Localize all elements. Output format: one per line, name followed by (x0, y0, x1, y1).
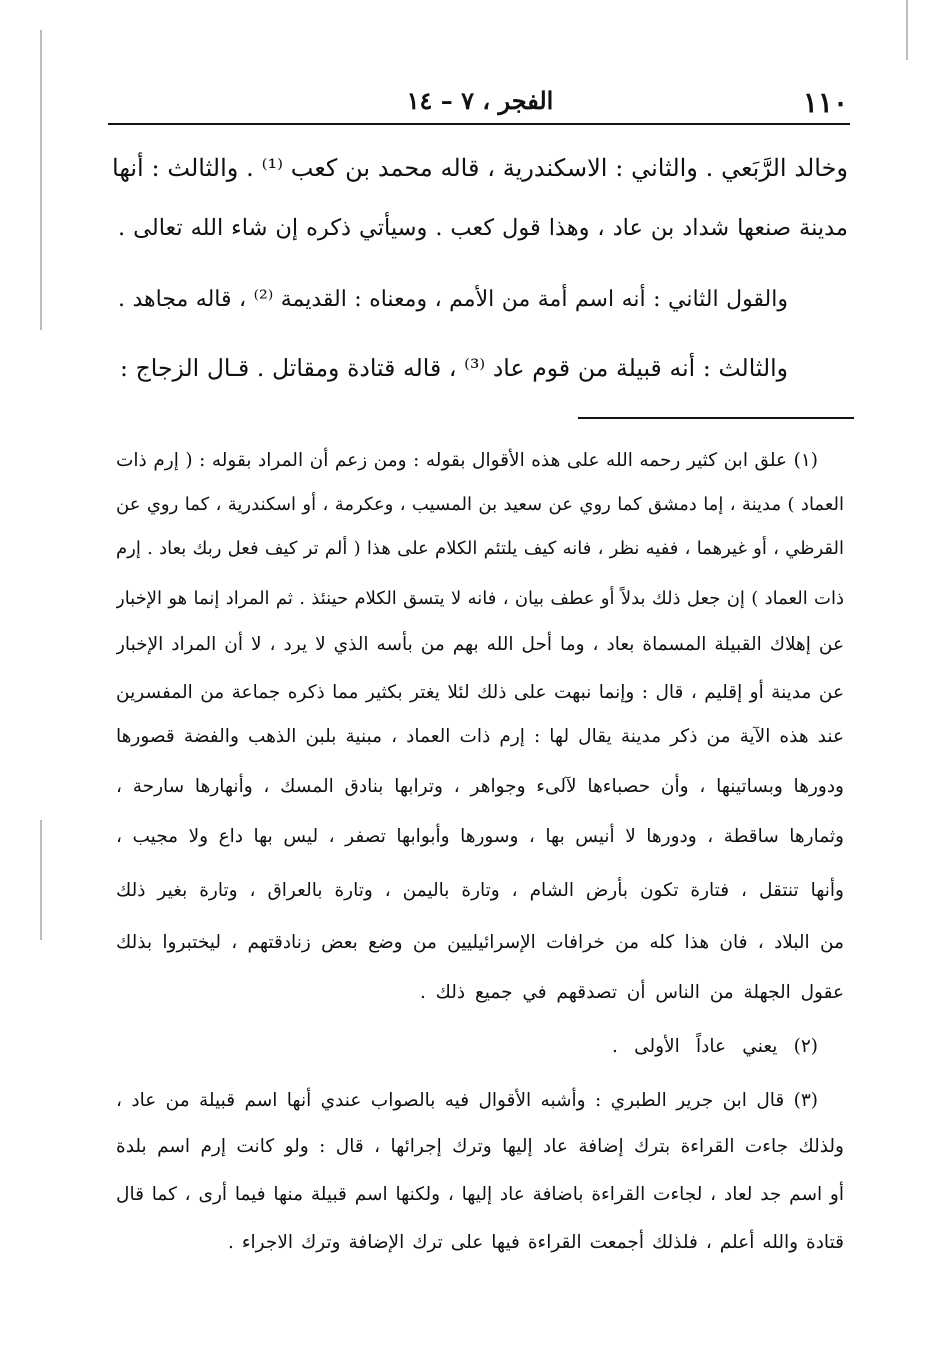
footnote-separator (578, 417, 854, 419)
main-text-line: والثالث : أنه قبيلة من قوم عاد ⁽³⁾ ، قاله قتادة ومقاتل . قـال الزجاج : (120, 354, 788, 382)
footnote-line: قتادة والله أعلم ، فلذلك أجمعت القراءة فيها على ترك الإضافة وترك الاجراء . (228, 1232, 844, 1253)
footnote-line: (١) علق ابن كثير رحمه الله على هذه الأقوال بقوله : ومن زعم أن المراد بقوله : ( إرم ذات (116, 450, 818, 471)
main-text-line: مدينة صنعها شداد بن عاد ، وهذا قول كعب . وسيأتي ذكره إن شاء الله تعالى . (118, 215, 848, 241)
footnote-line: عن مدينة أو إقليم ، قال : وإنما نبهت على ذلك لئلا يغتر بكثير مما ذكره جماعة من المفسرين (116, 682, 844, 703)
scan-edge-mark (906, 0, 908, 60)
footnote-line: ذات العماد ) إن جعل ذلك بدلاً أو عطف بيان ، فانه لا يتسق الكلام حينئذ . ثم المراد إنما هو الإخبار (116, 588, 844, 609)
footnote-line: عقول الجهلة من الناس أن تصدقهم في جميع ذلك . (420, 982, 844, 1003)
footnote-line: وأنها تنتقل ، فتارة تكون بأرض الشام ، وتارة باليمن ، وتارة بالعراق ، وتارة بغير ذلك (116, 880, 844, 901)
footnote-line: (٢) يعني عاداً الأولى . (612, 1036, 818, 1057)
footnote-line: عن إهلاك القبيلة المسماة بعاد ، وما أحل الله بهم من بأسه الذي لا يرد ، لا أن المراد الإخبار (116, 634, 844, 655)
page-number: ١١٠ (802, 86, 848, 119)
scan-edge-mark (40, 30, 42, 330)
footnote-line: العماد ) مدينة ، إما دمشق كما روي عن سعيد بن المسيب ، وعكرمة ، أو اسكندرية ، كما روي عن (116, 494, 844, 515)
footnote-line: (٣) قال ابن جرير الطبري : وأشبه الأقوال فيه بالصواب عندي أنها اسم قبيلة من عاد ، (116, 1090, 818, 1111)
footnote-line: وثمارها ساقطة ، ودورها لا أنيس بها ، وسورها وأبوابها تصفر ، ليس بها داع ولا مجيب ، (116, 826, 844, 847)
header-rule (108, 123, 850, 125)
scan-edge-mark (40, 820, 42, 940)
footnote-line: أو اسم جد لعاد ، لجاءت القراءة باضافة عاد إليها ، ولكنها اسم قبيلة منها فيما أرى ، كما قال (116, 1184, 844, 1205)
footnote-line: عند هذه الآية من ذكر مدينة يقال لها : إرم ذات العماد ، مبنية بلبن الذهب والفضة قصورها (116, 726, 844, 747)
footnote-line: من البلاد ، فان هذا كله من خرافات الإسرائيليين من وضع بعض زنادقتهم ، ليختبروا بذلك (116, 932, 844, 953)
footnote-line: القرظي ، أو غيرهما ، ففيه نظر ، فانه كيف يلتئم الكلام على هذا ( ألم تر كيف فعل ربك بعاد . إرم (116, 538, 844, 559)
running-title: الفجر ، ٧ – ١٤ (406, 86, 554, 115)
main-text-line: والقول الثاني : أنه اسم أمة من الأمم ، ومعناه : القديمة ⁽²⁾ ، قاله مجاهد . (118, 287, 788, 312)
main-text-line: وخالد الرَّبَعي . والثاني : الاسكندرية ، قاله محمد بن كعب ⁽¹⁾ . والثالث : أنها (112, 154, 848, 182)
footnote-line: ولذلك جاءت القراءة بترك إضافة عاد إليها وترك إجرائها ، قال : ولو كانت إرم اسم بلدة (116, 1136, 844, 1157)
footnote-line: ودورها وبساتينها ، وأن حصباءها لآلىء وجواهر ، وترابها بنادق المسك ، وأنهارها سارحة ، (116, 776, 844, 797)
page-header (110, 82, 850, 122)
